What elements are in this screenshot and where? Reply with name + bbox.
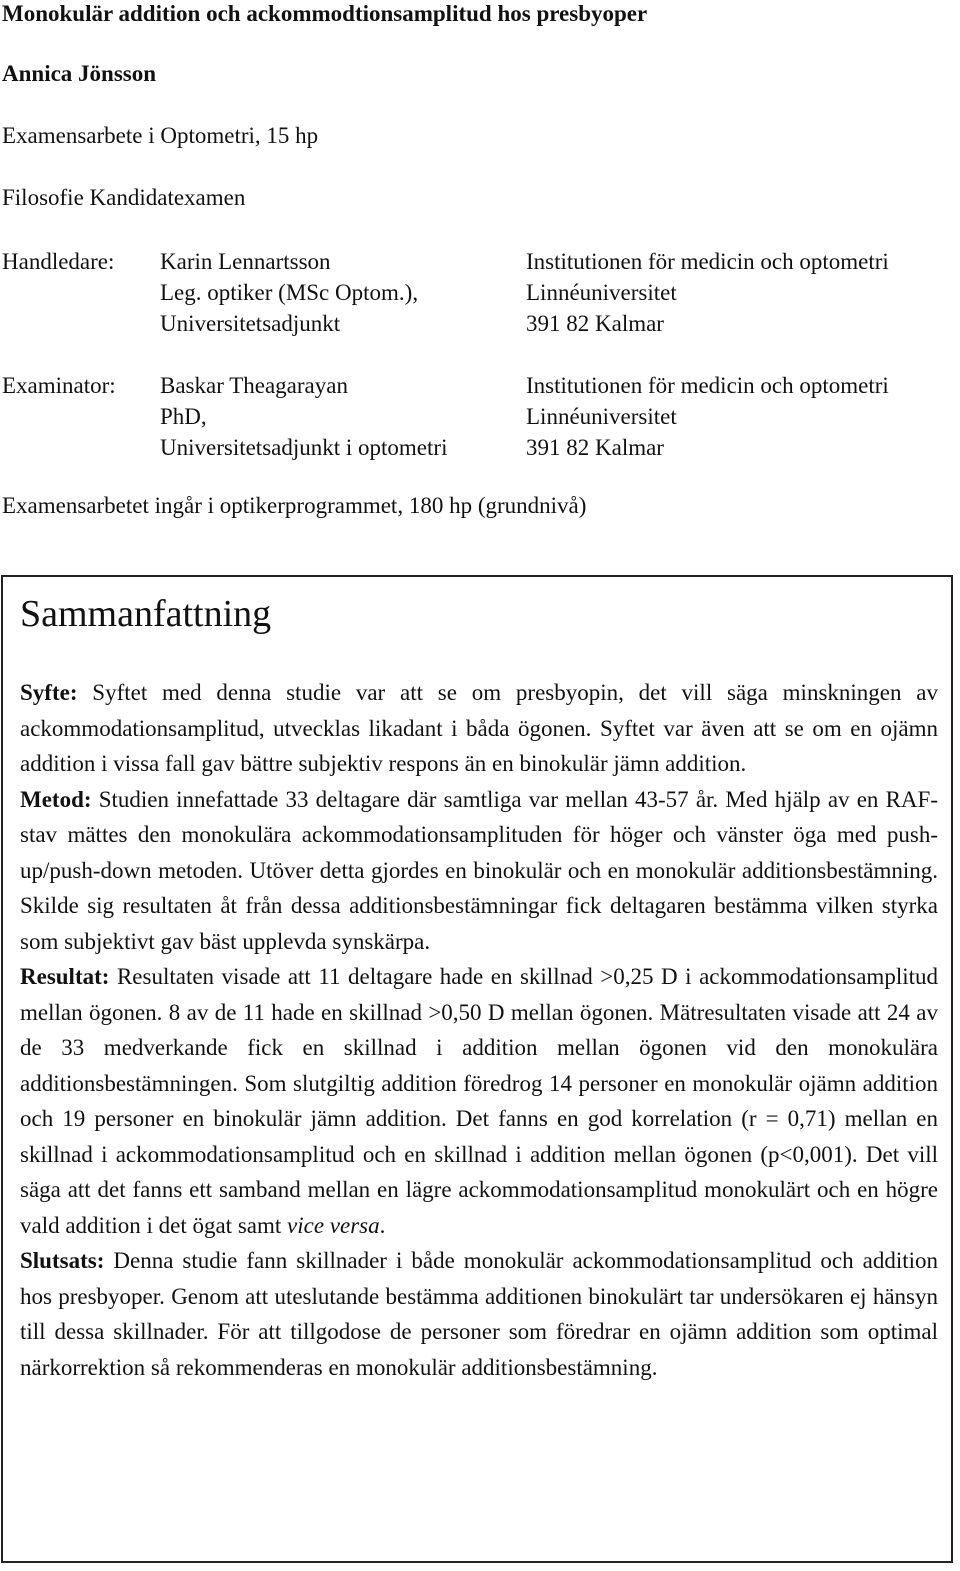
abstract-purpose <box>20 675 938 782</box>
abstract-results <box>20 959 938 1243</box>
supervisor-title-1: Leg. optiker (MSc Optom.), <box>160 280 419 305</box>
examiner-address-1: Institutionen för medicin och optometri <box>526 373 889 398</box>
examiner-address-3: 391 82 Kalmar <box>526 435 664 460</box>
abstract-conclusion <box>20 1243 938 1385</box>
document-title: Monokulär addition och ackommodtionsamplitud hos presbyoper <box>2 1 648 26</box>
degree: Filosofie Kandidatexamen <box>2 185 246 210</box>
supervisor-address-1: Institutionen för medicin och optometri <box>526 249 889 274</box>
examiner-name: Baskar Theagarayan <box>160 373 348 398</box>
results-end: . <box>379 1212 386 1238</box>
supervisor-address-3: 391 82 Kalmar <box>526 311 664 336</box>
thesis-type: Examensarbete i Optometri, 15 hp <box>2 123 319 148</box>
abstract-heading: Sammanfattning <box>20 593 272 635</box>
supervisor-title-2: Universitetsadjunkt <box>160 311 341 336</box>
examiner-title-2: Universitetsadjunkt i optometri <box>160 435 448 460</box>
examiner-label: Examinator: <box>2 373 116 398</box>
abstract-method <box>20 782 938 960</box>
conclusion-label: Slutsats: <box>20 1248 105 1273</box>
program-note: Examensarbetet ingår i optikerprogrammet, 180 hp (grundnivå) <box>2 493 587 518</box>
supervisor-label: Handledare: <box>2 249 115 274</box>
purpose-text: Syftet med denna studie var att se om presbyopin, det vill säga minskningen av ackommodationsamplitud, utvecklas likadant i båda ögonen. Syftet var även att se om en ojämn addition i vissa fall gav bättre subjektiv respons än en binokulär jämn addition. <box>20 680 938 776</box>
abstract-body <box>20 675 938 1385</box>
abstract-box <box>1 575 953 1563</box>
supervisor-name: Karin Lennartsson <box>160 249 331 274</box>
results-label: Resultat: <box>20 964 110 989</box>
method-label: Metod: <box>20 786 92 812</box>
method-text: Studien innefattade 33 deltagare där samtliga var mellan 43-57 år. Med hjälp av en RAF-stav mättes den monokulära ackommodationsamplituden för höger och vänster öga med push-up/push-down metoden. Utöver detta gjordes en binokulär och en monokulär additionsbestämning. Skilde sig resultaten åt från dessa additionsbestämningar fick deltagaren bestämma vilken styrka som subjektivt gav bäst upplevda synskärpa. <box>20 786 938 954</box>
results-text: Resultaten visade att 11 deltagare hade en skillnad >0,25 D i ackommodationsamplitud mellan ögonen. 8 av de 11 hade en skillnad >0,50 D mellan ögonen. Mätresultaten visade att 24 av de 33 medverkande fick en skillnad i addition mellan ögonen vid den monokulära additionsbestämningen. Som slutgiltig addition föredrog 14 personer en monokulär ojämn addition och 19 personer en binokulär jämn addition. Det fanns en god korrelation (r = 0,71) mellan en skillnad i ackommodationsamplitud och en skillnad i addition mellan ögonen (p<0,001). Det vill säga att det fanns ett samband mellan en lägre ackommodationsamplitud monokulärt och en högre vald addition i det ögat samt <box>20 964 938 1238</box>
supervisor-address-2: Linnéuniversitet <box>526 280 677 305</box>
author-name: Annica Jönsson <box>2 61 157 86</box>
examiner-title-1: PhD, <box>160 404 207 429</box>
purpose-label: Syfte: <box>20 680 78 705</box>
conclusion-text: Denna studie fann skillnader i både monokulär ackommodationsamplitud och addition hos presbyoper. Genom att uteslutande bestämma additionen binokulärt tar undersökaren ej hänsyn till dessa skillnader. För att tillgodose de personer som föredrar en ojämn addition som optimal närkorrektion så rekommenderas en monokulär additionsbestämning. <box>20 1248 938 1380</box>
examiner-address-2: Linnéuniversitet <box>526 404 677 429</box>
results-italic: vice versa <box>287 1212 380 1238</box>
